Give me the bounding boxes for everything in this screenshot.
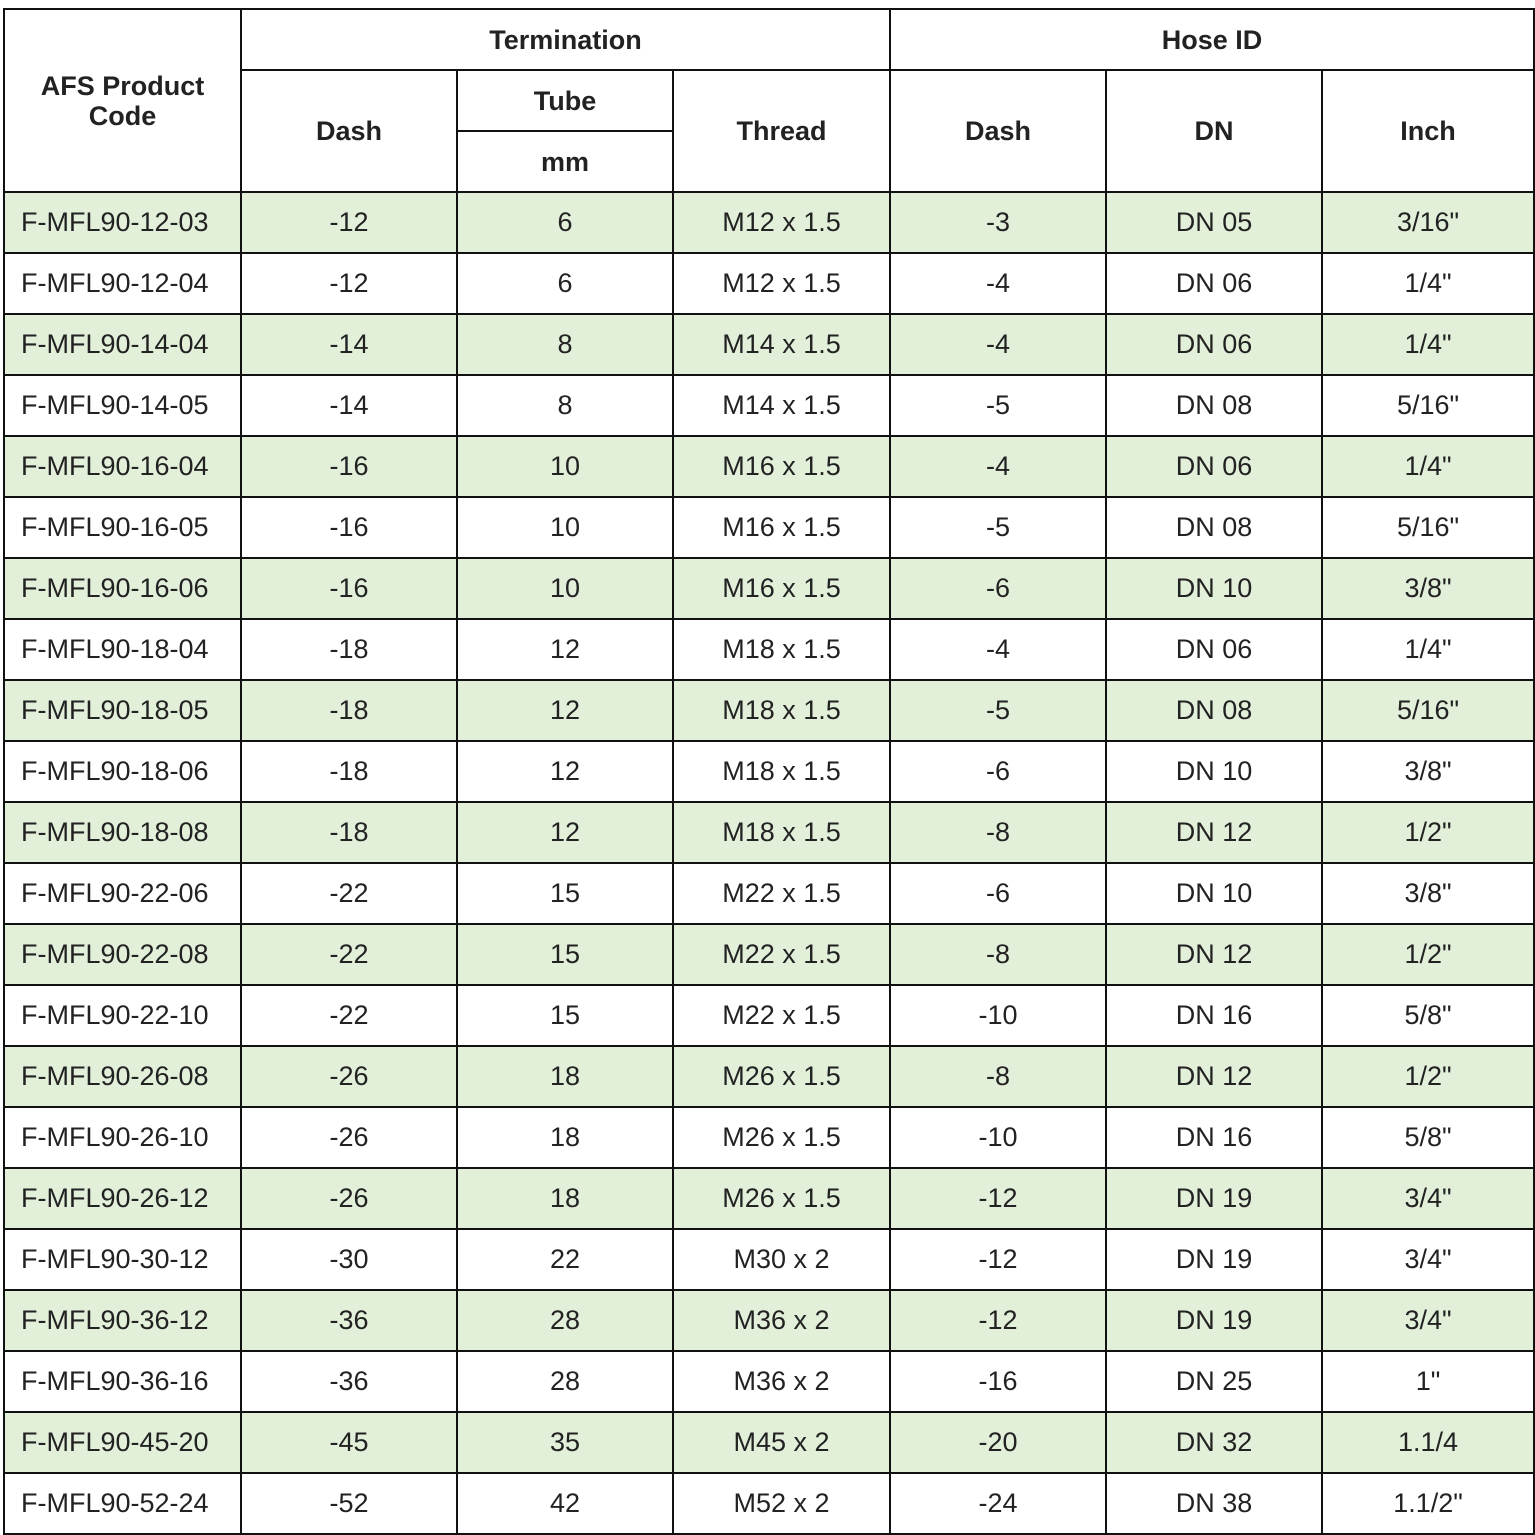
- termination-dash-cell: -45: [241, 1412, 457, 1473]
- table-row: [4, 1229, 1534, 1290]
- table-row: [4, 1107, 1534, 1168]
- inch-cell: 1/4": [1322, 619, 1534, 680]
- table-row: [4, 1351, 1534, 1412]
- tube-mm-cell: 15: [457, 924, 673, 985]
- tube-mm-cell: 12: [457, 680, 673, 741]
- dn-cell: DN 06: [1106, 436, 1322, 497]
- thread-cell: M36 x 2: [673, 1351, 890, 1412]
- thread-cell: M22 x 1.5: [673, 985, 890, 1046]
- hose-dash-cell: -16: [890, 1351, 1106, 1412]
- product-code-cell: F-MFL90-12-04: [4, 253, 241, 314]
- dn-cell: DN 16: [1106, 1107, 1322, 1168]
- dn-cell: DN 12: [1106, 802, 1322, 863]
- header-termination-dash: Dash: [241, 70, 457, 192]
- product-code-cell: F-MFL90-26-08: [4, 1046, 241, 1107]
- tube-mm-cell: 28: [457, 1290, 673, 1351]
- inch-cell: 1": [1322, 1351, 1534, 1412]
- tube-mm-cell: 10: [457, 497, 673, 558]
- hose-dash-cell: -4: [890, 253, 1106, 314]
- termination-dash-cell: -36: [241, 1351, 457, 1412]
- dn-cell: DN 16: [1106, 985, 1322, 1046]
- table-row: [4, 741, 1534, 802]
- dn-cell: DN 12: [1106, 924, 1322, 985]
- hose-dash-cell: -12: [890, 1290, 1106, 1351]
- thread-cell: M22 x 1.5: [673, 924, 890, 985]
- product-code-cell: F-MFL90-12-03: [4, 192, 241, 253]
- tube-mm-cell: 8: [457, 314, 673, 375]
- tube-mm-cell: 22: [457, 1229, 673, 1290]
- tube-mm-cell: 15: [457, 985, 673, 1046]
- fitting-spec-table: [3, 8, 1535, 1535]
- tube-mm-cell: 35: [457, 1412, 673, 1473]
- hose-dash-cell: -8: [890, 924, 1106, 985]
- table-row: [4, 985, 1534, 1046]
- hose-dash-cell: -10: [890, 1107, 1106, 1168]
- hose-dash-cell: -8: [890, 802, 1106, 863]
- header-tube: Tube: [457, 70, 673, 131]
- table-row: [4, 680, 1534, 741]
- table-row: [4, 253, 1534, 314]
- product-code-cell: F-MFL90-18-08: [4, 802, 241, 863]
- tube-mm-cell: 12: [457, 619, 673, 680]
- table-header: [4, 9, 1534, 192]
- header-termination: Termination: [241, 9, 890, 70]
- termination-dash-cell: -14: [241, 314, 457, 375]
- termination-dash-cell: -22: [241, 924, 457, 985]
- tube-mm-cell: 6: [457, 192, 673, 253]
- product-code-cell: F-MFL90-16-06: [4, 558, 241, 619]
- hose-dash-cell: -4: [890, 436, 1106, 497]
- inch-cell: 1.1/2": [1322, 1473, 1534, 1534]
- thread-cell: M18 x 1.5: [673, 680, 890, 741]
- dn-cell: DN 19: [1106, 1290, 1322, 1351]
- thread-cell: M18 x 1.5: [673, 741, 890, 802]
- hose-dash-cell: -20: [890, 1412, 1106, 1473]
- product-code-cell: F-MFL90-52-24: [4, 1473, 241, 1534]
- termination-dash-cell: -30: [241, 1229, 457, 1290]
- header-thread: Thread: [673, 70, 890, 192]
- tube-mm-cell: 28: [457, 1351, 673, 1412]
- thread-cell: M26 x 1.5: [673, 1046, 890, 1107]
- product-code-cell: F-MFL90-18-04: [4, 619, 241, 680]
- dn-cell: DN 10: [1106, 741, 1322, 802]
- tube-mm-cell: 18: [457, 1046, 673, 1107]
- inch-cell: 1/4": [1322, 314, 1534, 375]
- inch-cell: 1/2": [1322, 1046, 1534, 1107]
- table-row: [4, 1168, 1534, 1229]
- table-row: [4, 436, 1534, 497]
- product-code-cell: F-MFL90-36-12: [4, 1290, 241, 1351]
- product-code-cell: F-MFL90-30-12: [4, 1229, 241, 1290]
- table-row: [4, 924, 1534, 985]
- dn-cell: DN 06: [1106, 619, 1322, 680]
- thread-cell: M18 x 1.5: [673, 619, 890, 680]
- dn-cell: DN 19: [1106, 1168, 1322, 1229]
- table-row: [4, 192, 1534, 253]
- thread-cell: M22 x 1.5: [673, 863, 890, 924]
- hose-dash-cell: -3: [890, 192, 1106, 253]
- table-row: [4, 558, 1534, 619]
- hose-dash-cell: -12: [890, 1229, 1106, 1290]
- table-row: [4, 863, 1534, 924]
- termination-dash-cell: -18: [241, 619, 457, 680]
- header-tube-unit: mm: [457, 131, 673, 192]
- thread-cell: M16 x 1.5: [673, 558, 890, 619]
- tube-mm-cell: 18: [457, 1107, 673, 1168]
- tube-mm-cell: 12: [457, 741, 673, 802]
- hose-dash-cell: -10: [890, 985, 1106, 1046]
- product-code-cell: F-MFL90-22-06: [4, 863, 241, 924]
- termination-dash-cell: -18: [241, 741, 457, 802]
- termination-dash-cell: -18: [241, 802, 457, 863]
- header-product-code: AFS Product Code: [4, 9, 241, 192]
- dn-cell: DN 06: [1106, 314, 1322, 375]
- table-row: [4, 802, 1534, 863]
- product-code-cell: F-MFL90-26-10: [4, 1107, 241, 1168]
- thread-cell: M16 x 1.5: [673, 497, 890, 558]
- inch-cell: 3/4": [1322, 1290, 1534, 1351]
- table-row: [4, 314, 1534, 375]
- thread-cell: M36 x 2: [673, 1290, 890, 1351]
- product-code-cell: F-MFL90-22-08: [4, 924, 241, 985]
- termination-dash-cell: -22: [241, 985, 457, 1046]
- hose-dash-cell: -6: [890, 741, 1106, 802]
- header-inch: Inch: [1322, 70, 1534, 192]
- dn-cell: DN 32: [1106, 1412, 1322, 1473]
- table-row: [4, 1473, 1534, 1534]
- dn-cell: DN 06: [1106, 253, 1322, 314]
- table-row: [4, 1412, 1534, 1473]
- product-code-cell: F-MFL90-16-04: [4, 436, 241, 497]
- dn-cell: DN 08: [1106, 680, 1322, 741]
- hose-dash-cell: -5: [890, 375, 1106, 436]
- thread-cell: M14 x 1.5: [673, 314, 890, 375]
- dn-cell: DN 10: [1106, 558, 1322, 619]
- product-code-cell: F-MFL90-18-05: [4, 680, 241, 741]
- dn-cell: DN 38: [1106, 1473, 1322, 1534]
- termination-dash-cell: -12: [241, 192, 457, 253]
- inch-cell: 5/8": [1322, 985, 1534, 1046]
- tube-mm-cell: 10: [457, 436, 673, 497]
- inch-cell: 3/8": [1322, 558, 1534, 619]
- product-code-cell: F-MFL90-14-05: [4, 375, 241, 436]
- termination-dash-cell: -12: [241, 253, 457, 314]
- tube-mm-cell: 12: [457, 802, 673, 863]
- tube-mm-cell: 15: [457, 863, 673, 924]
- product-code-cell: F-MFL90-26-12: [4, 1168, 241, 1229]
- product-code-cell: F-MFL90-16-05: [4, 497, 241, 558]
- dn-cell: DN 19: [1106, 1229, 1322, 1290]
- hose-dash-cell: -5: [890, 680, 1106, 741]
- dn-cell: DN 08: [1106, 497, 1322, 558]
- termination-dash-cell: -52: [241, 1473, 457, 1534]
- table-row: [4, 375, 1534, 436]
- inch-cell: 1.1/4: [1322, 1412, 1534, 1473]
- termination-dash-cell: -16: [241, 497, 457, 558]
- inch-cell: 3/4": [1322, 1229, 1534, 1290]
- hose-dash-cell: -5: [890, 497, 1106, 558]
- table-row: [4, 1290, 1534, 1351]
- inch-cell: 1/2": [1322, 802, 1534, 863]
- inch-cell: 5/16": [1322, 375, 1534, 436]
- product-code-cell: F-MFL90-36-16: [4, 1351, 241, 1412]
- hose-dash-cell: -4: [890, 619, 1106, 680]
- tube-mm-cell: 10: [457, 558, 673, 619]
- termination-dash-cell: -36: [241, 1290, 457, 1351]
- termination-dash-cell: -26: [241, 1107, 457, 1168]
- table-row: [4, 497, 1534, 558]
- dn-cell: DN 08: [1106, 375, 1322, 436]
- table-row: [4, 1046, 1534, 1107]
- inch-cell: 1/2": [1322, 924, 1534, 985]
- tube-mm-cell: 18: [457, 1168, 673, 1229]
- dn-cell: DN 05: [1106, 192, 1322, 253]
- hose-dash-cell: -6: [890, 558, 1106, 619]
- inch-cell: 5/8": [1322, 1107, 1534, 1168]
- hose-dash-cell: -8: [890, 1046, 1106, 1107]
- dn-cell: DN 10: [1106, 863, 1322, 924]
- dn-cell: DN 12: [1106, 1046, 1322, 1107]
- header-hose-dash: Dash: [890, 70, 1106, 192]
- hose-dash-cell: -24: [890, 1473, 1106, 1534]
- header-dn: DN: [1106, 70, 1322, 192]
- product-code-cell: F-MFL90-22-10: [4, 985, 241, 1046]
- inch-cell: 5/16": [1322, 680, 1534, 741]
- termination-dash-cell: -26: [241, 1046, 457, 1107]
- termination-dash-cell: -26: [241, 1168, 457, 1229]
- thread-cell: M52 x 2: [673, 1473, 890, 1534]
- hose-dash-cell: -12: [890, 1168, 1106, 1229]
- hose-dash-cell: -6: [890, 863, 1106, 924]
- product-code-cell: F-MFL90-45-20: [4, 1412, 241, 1473]
- tube-mm-cell: 8: [457, 375, 673, 436]
- termination-dash-cell: -22: [241, 863, 457, 924]
- thread-cell: M12 x 1.5: [673, 192, 890, 253]
- thread-cell: M16 x 1.5: [673, 436, 890, 497]
- thread-cell: M26 x 1.5: [673, 1168, 890, 1229]
- tube-mm-cell: 6: [457, 253, 673, 314]
- inch-cell: 1/4": [1322, 253, 1534, 314]
- thread-cell: M12 x 1.5: [673, 253, 890, 314]
- inch-cell: 3/8": [1322, 741, 1534, 802]
- termination-dash-cell: -16: [241, 558, 457, 619]
- inch-cell: 3/8": [1322, 863, 1534, 924]
- product-code-cell: F-MFL90-14-04: [4, 314, 241, 375]
- inch-cell: 1/4": [1322, 436, 1534, 497]
- termination-dash-cell: -16: [241, 436, 457, 497]
- thread-cell: M14 x 1.5: [673, 375, 890, 436]
- termination-dash-cell: -18: [241, 680, 457, 741]
- termination-dash-cell: -14: [241, 375, 457, 436]
- hose-dash-cell: -4: [890, 314, 1106, 375]
- table-body: [4, 192, 1534, 1534]
- header-hose-id: Hose ID: [890, 9, 1534, 70]
- inch-cell: 3/16": [1322, 192, 1534, 253]
- inch-cell: 3/4": [1322, 1168, 1534, 1229]
- tube-mm-cell: 42: [457, 1473, 673, 1534]
- thread-cell: M45 x 2: [673, 1412, 890, 1473]
- thread-cell: M26 x 1.5: [673, 1107, 890, 1168]
- table-row: [4, 619, 1534, 680]
- thread-cell: M30 x 2: [673, 1229, 890, 1290]
- inch-cell: 5/16": [1322, 497, 1534, 558]
- thread-cell: M18 x 1.5: [673, 802, 890, 863]
- dn-cell: DN 25: [1106, 1351, 1322, 1412]
- product-code-cell: F-MFL90-18-06: [4, 741, 241, 802]
